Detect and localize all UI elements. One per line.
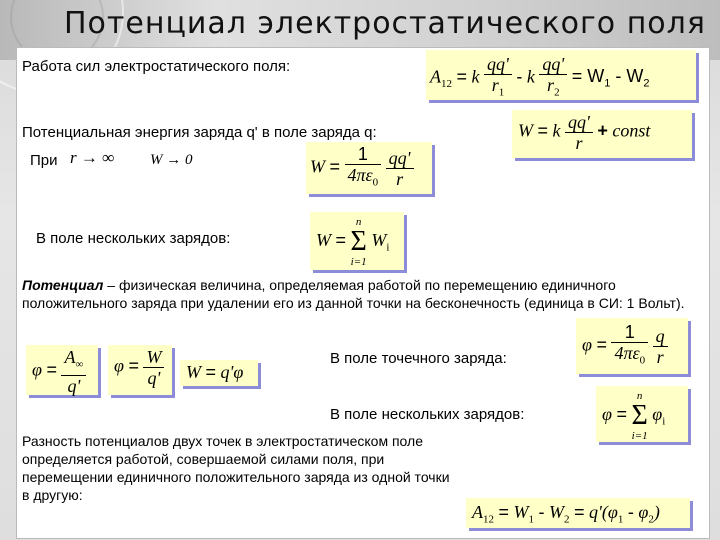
work-formula: $A_{12} = k$ $\frac{qq'}{r_1}$ - k $\frac{qq'}{r_2}$ = $W_1 - W_2$ <box>426 50 696 100</box>
phi-sum-formula: φ = n Σ i=1 $\varphi_i$ <box>596 386 688 442</box>
potential-definition <box>22 276 702 312</box>
work-label: Работа сил электростатического поля: <box>22 58 291 75</box>
energy-phi-formula: W = q'φ <box>180 360 258 386</box>
energy-label: Потенциальная энергия заряда q' в поле заряда q: <box>22 124 377 141</box>
phi-energy-formula: φ = $\frac{W}{q'}$ <box>108 345 172 395</box>
several-charges-label-2: В поле нескольких зарядов: <box>330 406 525 423</box>
limit-r: r → ∞ <box>70 148 115 167</box>
point-charge-label: В поле точечного заряда: <box>330 350 507 367</box>
energy-formula: W = k $\frac{qq'}{r}$ + const <box>512 110 692 158</box>
several-charges-label: В поле нескольких зарядов: <box>36 230 231 247</box>
difference-formula: $A_{12} = W_1 - W_2 = q'(\varphi_1 - \varphi_2)$ <box>466 498 690 528</box>
slide-title: Потенциал электростатического поля <box>64 6 706 41</box>
limit-w: W → 0 <box>150 152 193 168</box>
sum-energy-formula: W = n Σ i=1 $W_i$ <box>310 212 404 270</box>
when-label: При <box>30 152 58 169</box>
coulomb-energy-formula: W = $\frac{1}{4\pi\varepsilon_0}$ $\frac{qq'}{r}$ <box>306 142 432 194</box>
phi-work-formula: φ = $\frac{A_\infty}{q'}$ <box>26 345 98 395</box>
difference-text: Разность потенциалов двух точек в электростатическом поле определяется работой, совершаемой силами поля, при перемещении единичного положительного заряда из одной точки в другую: <box>22 433 450 503</box>
definition-text: – физическая величина, определяемая работой по перемещению единичного положительного заряда при удалении его из данной точки на бесконечность (единица в СИ: 1 Вольт). <box>22 277 685 311</box>
phi-point-formula: φ = $\frac{1}{4\pi\varepsilon_0}$ $\frac{q}{r}$ <box>576 318 688 374</box>
definition-term: Потенциал <box>22 277 104 293</box>
